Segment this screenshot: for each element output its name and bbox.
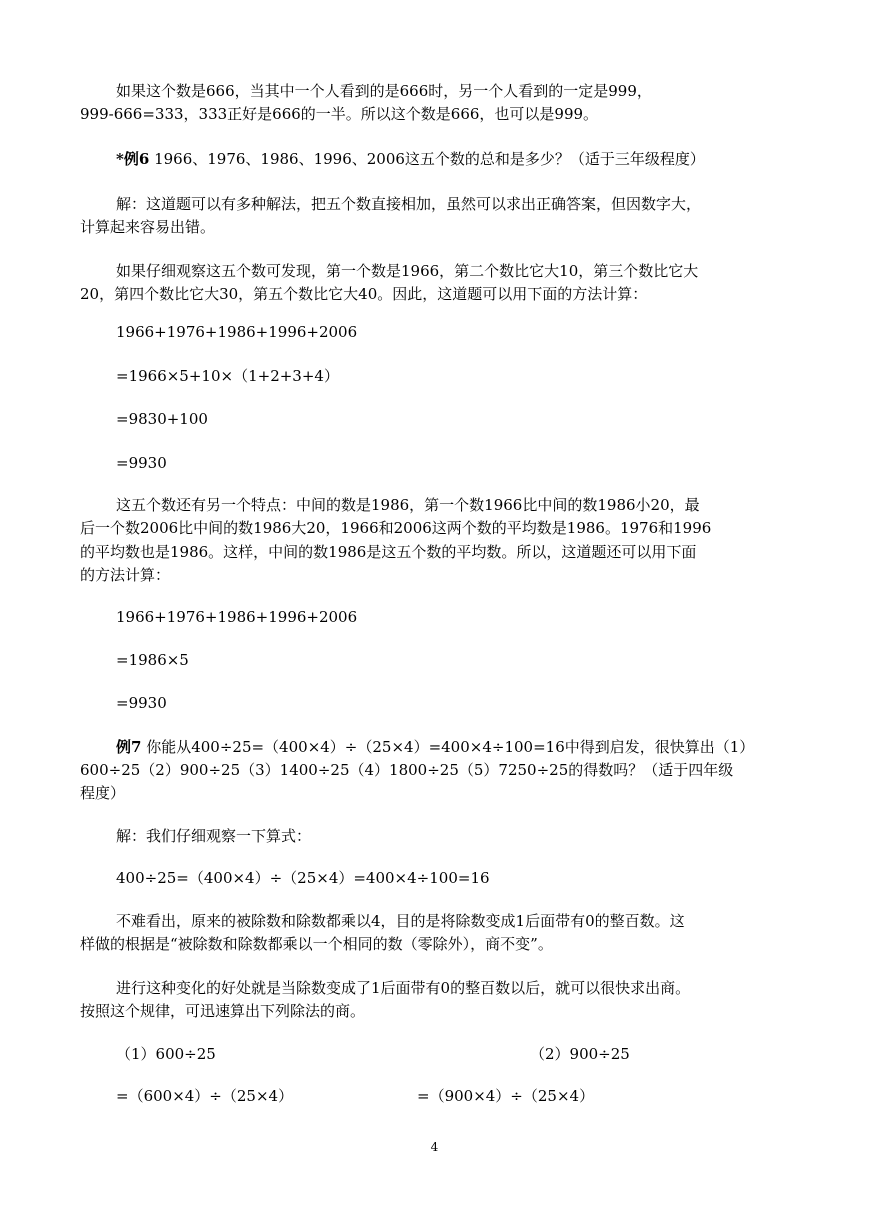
- problem-1: （1）600÷25: [116, 1045, 216, 1063]
- paragraph-line: 这五个数还有另一个特点：中间的数是1986，第一个数1966比中间的数1986小20，最: [116, 496, 700, 514]
- equation-line: =9930: [116, 454, 167, 472]
- paragraph-line: 的平均数也是1986。这样，中间的数1986是这五个数的平均数。所以，这道题还可以用下面: [80, 543, 697, 561]
- paragraph-line: 如果仔细观察这五个数可发现，第一个数是1966，第二个数比它大10，第三个数比它大: [116, 262, 699, 280]
- example-label: 例7: [116, 738, 142, 756]
- paragraph-line: 计算起来容易出错。: [80, 218, 216, 236]
- paragraph-line: 解：这道题可以有多种解法，把五个数直接相加，虽然可以求出正确答案，但因数字大，: [116, 195, 702, 213]
- problem-2: （2）900÷25: [530, 1045, 630, 1063]
- equation-line: 400÷25=（400×4）÷（25×4）=400×4÷100=16: [116, 869, 490, 887]
- paragraph-line: 按照这个规律，可迅速算出下列除法的商。: [80, 1002, 366, 1020]
- example-question: 1966、1976、1986、1996、2006这五个数的总和是多少？（适于三年级程度）: [149, 150, 705, 168]
- equation-line: =9830+100: [116, 410, 208, 428]
- paragraph-line: 解：我们仔细观察一下算式：: [116, 827, 312, 845]
- equation-line: 1966+1976+1986+1996+2006: [116, 608, 358, 626]
- paragraph-line: 后一个数2006比中间的数1986大20，1966和2006这两个数的平均数是1986。1976和1996: [80, 519, 712, 537]
- paragraph-line: 样做的根据是“被除数和除数都乘以一个相同的数（零除外），商不变”。: [80, 935, 553, 953]
- example-6-heading: [116, 148, 828, 170]
- problem-1-step: =（600×4）÷（25×4）: [116, 1087, 294, 1105]
- example-7-heading: [116, 736, 828, 758]
- equation-line: =1966×5+10×（1+2+3+4）: [116, 367, 339, 385]
- paragraph-line: 进行这种变化的好处就是当除数变成了1后面带有0的整百数以后，就可以很快求出商。: [116, 979, 691, 997]
- paragraph-line: 程度）: [80, 784, 126, 802]
- page-number: 4: [430, 1140, 439, 1154]
- paragraph-line: 600÷25（2）900÷25（3）1400÷25（4）1800÷25（5）7250÷25的得数吗？（适于四年级: [80, 761, 734, 779]
- paragraph-line: 20，第四个数比它大30，第五个数比它大40。因此，这道题可以用下面的方法计算：: [80, 285, 648, 303]
- problem-2-step: =（900×4）÷（25×4）: [417, 1087, 595, 1105]
- paragraph-line: 如果这个数是666，当其中一个人看到的是666时，另一个人看到的一定是999，: [116, 82, 652, 100]
- paragraph-line: 不难看出，原来的被除数和除数都乘以4，目的是将除数变成1后面带有0的整百数。这: [116, 912, 685, 930]
- equation-line: =1986×5: [116, 651, 189, 669]
- paragraph-line: 999-666=333，333正好是666的一半。所以这个数是666，也可以是999。: [80, 105, 599, 123]
- example-question: 你能从400÷25=（400×4）÷（25×4）=400×4÷100=16中得到启发，很快算出（1）: [141, 738, 755, 756]
- paragraph-line: 的方法计算：: [80, 566, 171, 584]
- equation-line: 1966+1976+1986+1996+2006: [116, 323, 358, 341]
- example-label: *例6: [116, 150, 150, 168]
- equation-line: =9930: [116, 694, 167, 712]
